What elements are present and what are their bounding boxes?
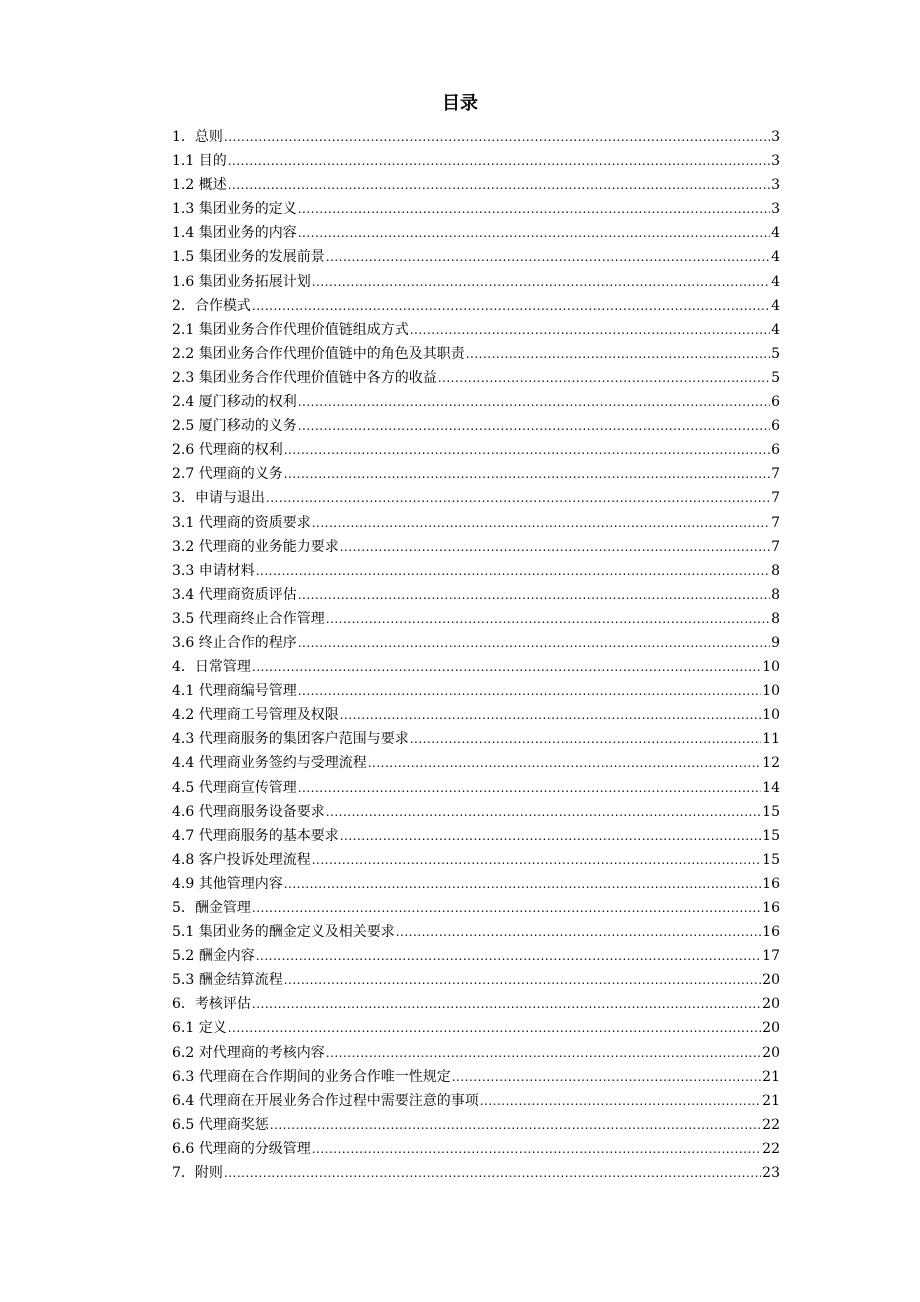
toc-entry-page-number: 8 xyxy=(771,586,780,603)
dot-leader xyxy=(228,173,770,197)
toc-entry[interactable] xyxy=(172,583,780,607)
toc-entry-page-number: 7 xyxy=(771,466,780,483)
toc-entry-page-number: 4 xyxy=(771,249,780,266)
toc-entry-page-number: 20 xyxy=(762,996,780,1013)
toc-entry[interactable] xyxy=(172,245,780,269)
toc-entry-label: 4.8 客户投诉处理流程 xyxy=(172,851,311,868)
toc-entry-label: 3.4 代理商资质评估 xyxy=(172,586,297,603)
toc-entry-page-number: 20 xyxy=(762,1044,780,1061)
toc-entry-page-number: 3 xyxy=(771,177,780,194)
toc-entry-page-number: 14 xyxy=(762,779,780,796)
toc-entry-label: 1.4 集团业务的内容 xyxy=(172,225,297,242)
toc-entry[interactable] xyxy=(172,535,780,559)
toc-entry-label: 1.2 概述 xyxy=(172,177,227,194)
toc-entry-label: 1.6 集团业务拓展计划 xyxy=(172,273,311,290)
dot-leader xyxy=(466,342,770,366)
dot-leader xyxy=(340,535,770,559)
toc-entry-label: 4.6 代理商服务设备要求 xyxy=(172,803,325,820)
toc-entry[interactable] xyxy=(172,390,780,414)
toc-entry[interactable] xyxy=(172,896,780,920)
toc-entry-label: 5.1 集团业务的酬金定义及相关要求 xyxy=(172,924,395,941)
toc-entry[interactable] xyxy=(172,462,780,486)
dot-leader xyxy=(224,1161,761,1185)
toc-entry-label: 5.3 酬金结算流程 xyxy=(172,972,283,989)
dot-leader xyxy=(326,607,770,631)
toc-entry-page-number: 3 xyxy=(771,153,780,170)
page-title: 目录 xyxy=(442,93,478,114)
toc-entry-page-number: 10 xyxy=(762,659,780,676)
toc-entry[interactable] xyxy=(172,438,780,462)
toc-entry[interactable] xyxy=(172,1089,780,1113)
toc-entry[interactable] xyxy=(172,1065,780,1089)
toc-entry[interactable] xyxy=(172,366,780,390)
toc-entry-page-number: 3 xyxy=(771,201,780,218)
toc-entry[interactable] xyxy=(172,872,780,896)
toc-entry-label: 3.5 代理商终止合作管理 xyxy=(172,610,325,627)
dot-leader xyxy=(312,511,770,535)
toc-entry-page-number: 20 xyxy=(762,972,780,989)
toc-entry-label: 4.2 代理商工号管理及权限 xyxy=(172,707,339,724)
dot-leader xyxy=(252,896,761,920)
dot-leader xyxy=(298,414,770,438)
toc-entry-label: 2.6 代理商的权利 xyxy=(172,442,283,459)
toc-entry-label: 6.6 代理商的分级管理 xyxy=(172,1140,311,1157)
toc-entry[interactable] xyxy=(172,992,780,1016)
dot-leader xyxy=(298,197,770,221)
toc-entry-page-number: 5 xyxy=(771,369,780,386)
toc-entry-label: 6.4 代理商在开展业务合作过程中需要注意的事项 xyxy=(172,1092,479,1109)
toc-entry-label: 4.9 其他管理内容 xyxy=(172,875,283,892)
toc-entry[interactable] xyxy=(172,197,780,221)
toc-entry[interactable] xyxy=(172,1113,780,1137)
dot-leader xyxy=(452,1065,761,1089)
dot-leader xyxy=(284,872,761,896)
toc-entry-label: 3．申请与退出 xyxy=(172,490,265,507)
toc-entry[interactable] xyxy=(172,294,780,318)
toc-entry-label: 2．合作模式 xyxy=(172,297,251,314)
toc-entry[interactable] xyxy=(172,776,780,800)
toc-entry-page-number: 6 xyxy=(771,394,780,411)
toc-entry-page-number: 15 xyxy=(762,851,780,868)
dot-leader xyxy=(284,438,770,462)
dot-leader xyxy=(298,390,770,414)
toc-entry[interactable] xyxy=(172,270,780,294)
toc-entry-page-number: 8 xyxy=(771,562,780,579)
toc-entry-label: 4.3 代理商服务的集团客户范围与要求 xyxy=(172,731,409,748)
toc-entry-page-number: 7 xyxy=(771,514,780,531)
dot-leader xyxy=(298,631,770,655)
toc-entry-page-number: 17 xyxy=(762,948,780,965)
toc-entry-label: 1.3 集团业务的定义 xyxy=(172,201,297,218)
toc-entry[interactable] xyxy=(172,1161,780,1185)
toc-entry-label: 3.2 代理商的业务能力要求 xyxy=(172,538,339,555)
toc-entry[interactable] xyxy=(172,800,780,824)
toc-entry-label: 2.2 集团业务合作代理价值链中的角色及其职责 xyxy=(172,345,465,362)
toc-entry[interactable] xyxy=(172,342,780,366)
toc-entry[interactable] xyxy=(172,655,780,679)
toc-entry-page-number: 10 xyxy=(762,683,780,700)
dot-leader xyxy=(252,294,770,318)
toc-entry[interactable] xyxy=(172,318,780,342)
toc-entry-page-number: 16 xyxy=(762,924,780,941)
dot-leader xyxy=(368,751,761,775)
toc-entry-page-number: 4 xyxy=(771,273,780,290)
toc-entry[interactable] xyxy=(172,486,780,510)
toc-entry[interactable] xyxy=(172,679,780,703)
toc-entry-label: 2.7 代理商的义务 xyxy=(172,466,283,483)
toc-entry[interactable] xyxy=(172,414,780,438)
dot-leader xyxy=(326,1041,761,1065)
dot-leader xyxy=(228,1016,761,1040)
dot-leader xyxy=(340,824,761,848)
dot-leader xyxy=(312,848,761,872)
dot-leader xyxy=(284,968,761,992)
toc-entry-label: 2.5 厦门移动的义务 xyxy=(172,418,297,435)
toc-entry-page-number: 16 xyxy=(762,900,780,916)
dot-leader xyxy=(298,679,761,703)
dot-leader xyxy=(410,318,770,342)
toc-entry[interactable] xyxy=(172,1016,780,1040)
dot-leader xyxy=(326,245,770,269)
toc-entry-label: 4.5 代理商宣传管理 xyxy=(172,779,297,796)
toc-entry-page-number: 10 xyxy=(762,707,780,724)
toc-entry[interactable] xyxy=(172,559,780,583)
toc-entry-label: 2.1 集团业务合作代理价值链组成方式 xyxy=(172,321,409,338)
toc-entry-label: 1.1 目的 xyxy=(172,153,227,170)
toc-entry-label: 5.2 酬金内容 xyxy=(172,948,255,965)
dot-leader xyxy=(298,221,770,245)
toc-entry-page-number: 6 xyxy=(771,442,780,459)
dot-leader xyxy=(312,1137,761,1161)
toc-entry[interactable] xyxy=(172,221,780,245)
dot-leader xyxy=(256,944,761,968)
dot-leader xyxy=(480,1089,761,1113)
toc-entry-page-number: 15 xyxy=(762,803,780,820)
dot-leader xyxy=(252,992,761,1016)
toc-entry[interactable] xyxy=(172,149,780,173)
toc-entry-label: 5．酬金管理 xyxy=(172,900,251,916)
toc-entry-label: 6.3 代理商在合作期间的业务合作唯一性规定 xyxy=(172,1068,451,1085)
toc-entry-label: 2.4 厦门移动的权利 xyxy=(172,394,297,411)
toc-entry-page-number: 23 xyxy=(762,1165,780,1182)
toc-entry-label: 6．考核评估 xyxy=(172,996,251,1013)
dot-leader xyxy=(312,270,770,294)
toc-entry[interactable] xyxy=(172,727,780,751)
toc-entry-page-number: 9 xyxy=(771,634,780,651)
toc-entry-label: 6.1 定义 xyxy=(172,1020,227,1037)
toc-entry-page-number: 22 xyxy=(762,1116,780,1133)
toc-entry[interactable] xyxy=(172,920,780,944)
toc-entry-page-number: 7 xyxy=(771,538,780,555)
toc-entry-label: 4.1 代理商编号管理 xyxy=(172,683,297,700)
toc-entry[interactable] xyxy=(172,968,780,992)
toc-entry[interactable] xyxy=(172,125,780,149)
table-of-contents xyxy=(172,125,780,1185)
toc-entry-page-number: 4 xyxy=(771,225,780,242)
toc-entry[interactable] xyxy=(172,631,780,655)
dot-leader xyxy=(270,1113,761,1137)
toc-entry[interactable] xyxy=(172,944,780,968)
toc-entry[interactable] xyxy=(172,703,780,727)
toc-entry-label: 4.7 代理商服务的基本要求 xyxy=(172,827,339,844)
toc-entry-label: 7．附则 xyxy=(172,1165,223,1182)
toc-entry-page-number: 8 xyxy=(771,610,780,627)
toc-entry-label: 6.2 对代理商的考核内容 xyxy=(172,1044,325,1061)
dot-leader xyxy=(224,125,770,149)
toc-entry-label: 2.3 集团业务合作代理价值链中各方的收益 xyxy=(172,369,437,386)
dot-leader xyxy=(326,800,761,824)
toc-entry-page-number: 22 xyxy=(762,1140,780,1157)
toc-entry-label: 1．总则 xyxy=(172,129,223,145)
toc-entry[interactable] xyxy=(172,173,780,197)
dot-leader xyxy=(438,366,770,390)
toc-entry-page-number: 4 xyxy=(771,297,780,314)
dot-leader xyxy=(266,486,770,510)
toc-entry-page-number: 15 xyxy=(762,827,780,844)
toc-entry-page-number: 4 xyxy=(771,321,780,338)
toc-entry[interactable] xyxy=(172,1137,780,1161)
toc-entry-page-number: 20 xyxy=(762,1020,780,1037)
toc-entry[interactable] xyxy=(172,1041,780,1065)
toc-entry[interactable] xyxy=(172,607,780,631)
toc-entry[interactable] xyxy=(172,848,780,872)
toc-entry-page-number: 21 xyxy=(762,1068,780,1085)
toc-entry-page-number: 6 xyxy=(771,418,780,435)
dot-leader xyxy=(298,583,770,607)
dot-leader xyxy=(340,703,761,727)
toc-entry-label: 3.1 代理商的资质要求 xyxy=(172,514,311,531)
dot-leader xyxy=(284,462,770,486)
dot-leader xyxy=(298,776,761,800)
toc-entry-label: 3.3 申请材料 xyxy=(172,562,255,579)
toc-entry[interactable] xyxy=(172,824,780,848)
toc-entry-label: 6.5 代理商奖惩 xyxy=(172,1116,269,1133)
dot-leader xyxy=(410,727,761,751)
dot-leader xyxy=(228,149,770,173)
toc-entry-label: 4．日常管理 xyxy=(172,659,251,676)
toc-entry-page-number: 3 xyxy=(771,129,780,145)
toc-entry-page-number: 7 xyxy=(771,490,780,507)
toc-entry-label: 3.6 终止合作的程序 xyxy=(172,634,297,651)
dot-leader xyxy=(252,655,761,679)
toc-entry-page-number: 11 xyxy=(762,731,780,748)
dot-leader xyxy=(256,559,770,583)
toc-entry-page-number: 21 xyxy=(762,1092,780,1109)
toc-entry-label: 1.5 集团业务的发展前景 xyxy=(172,249,325,266)
toc-entry-page-number: 5 xyxy=(771,345,780,362)
toc-entry-page-number: 16 xyxy=(762,875,780,892)
dot-leader xyxy=(396,920,761,944)
toc-entry[interactable] xyxy=(172,751,780,775)
toc-entry-label: 4.4 代理商业务签约与受理流程 xyxy=(172,755,367,772)
toc-entry-page-number: 12 xyxy=(762,755,780,772)
toc-entry[interactable] xyxy=(172,511,780,535)
